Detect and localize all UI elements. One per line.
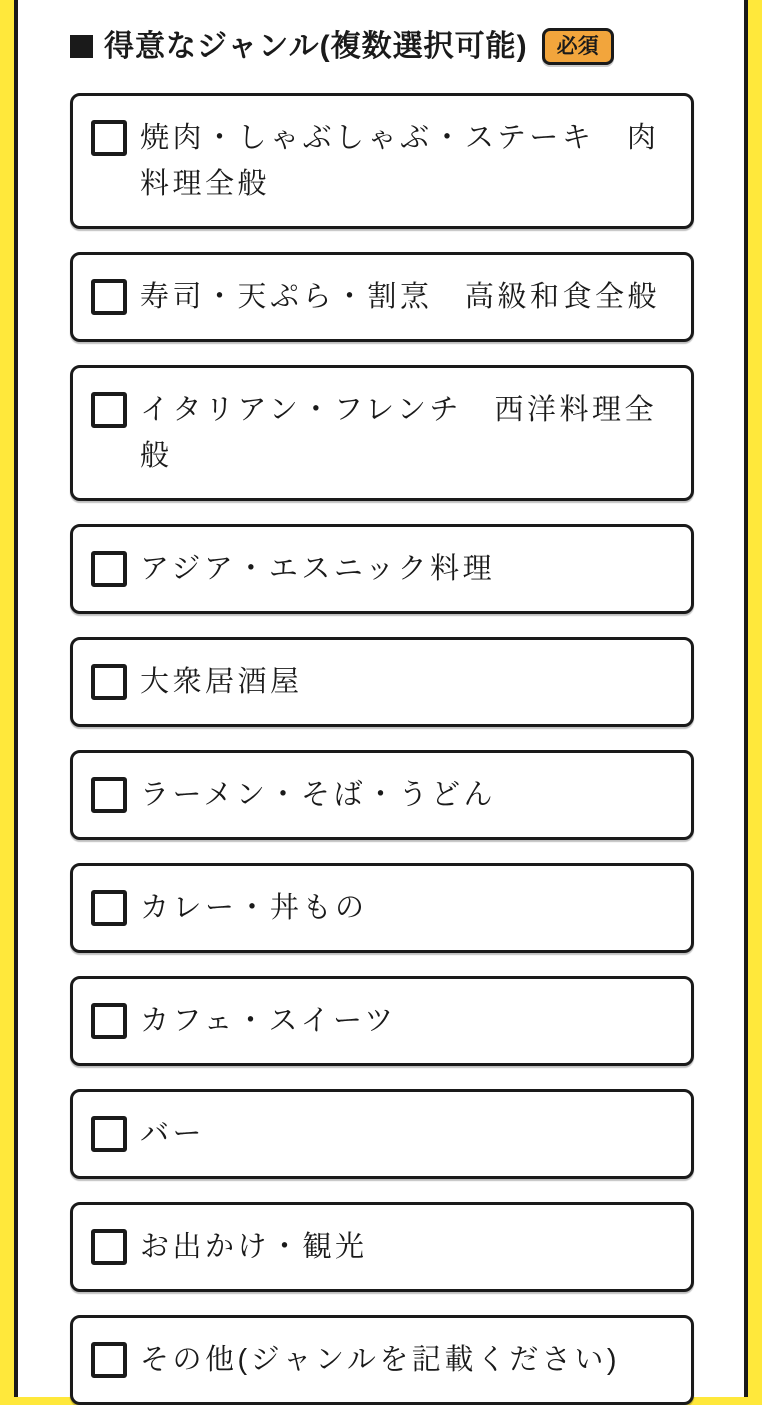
genre-option-card[interactable] [70,365,694,501]
checkbox-icon[interactable] [91,890,127,926]
checkbox-icon[interactable] [91,551,127,587]
checkbox-icon[interactable] [91,392,127,428]
genre-options-list [70,93,694,1405]
genre-option-card[interactable] [70,637,694,727]
checkbox-icon[interactable] [91,777,127,813]
form-page [14,0,748,1397]
option-label: ラーメン・そば・うどん [140,778,497,811]
option-label: 大衆居酒屋 [140,665,303,698]
option-label: 焼肉・しゃぶしゃぶ・ステーキ 肉料理全般 [140,121,660,200]
option-label: カレー・丼もの [140,891,368,924]
option-label: バー [140,1117,206,1150]
checkbox-icon[interactable] [91,664,127,700]
option-label: アジア・エスニック料理 [140,552,496,585]
genre-option-card[interactable] [70,863,694,953]
genre-option-card[interactable] [70,1315,694,1405]
genre-option-card[interactable] [70,93,694,229]
option-label: カフェ・スイーツ [140,1004,397,1037]
option-label: 寿司・天ぷら・割烹 高級和食全般 [140,280,661,313]
checkbox-icon[interactable] [91,1342,127,1378]
genre-option-card[interactable] [70,976,694,1066]
section-bullet-square-icon [70,35,93,58]
genre-option-card[interactable] [70,524,694,614]
genre-option-card[interactable] [70,750,694,840]
checkbox-icon[interactable] [91,1229,127,1265]
option-label: その他(ジャンルを記載ください) [140,1343,621,1376]
genre-section-header [70,28,694,66]
checkbox-icon[interactable] [91,1003,127,1039]
option-label: お出かけ・観光 [140,1230,368,1263]
required-badge: 必須 [542,28,614,65]
genre-option-card[interactable] [70,1089,694,1179]
option-label: イタリアン・フレンチ 西洋料理全般 [140,393,657,472]
section-title: 得意なジャンル(複数選択可能) [104,30,528,63]
checkbox-icon[interactable] [91,279,127,315]
checkbox-icon[interactable] [91,120,127,156]
checkbox-icon[interactable] [91,1116,127,1152]
genre-option-card[interactable] [70,1202,694,1292]
genre-option-card[interactable] [70,252,694,342]
